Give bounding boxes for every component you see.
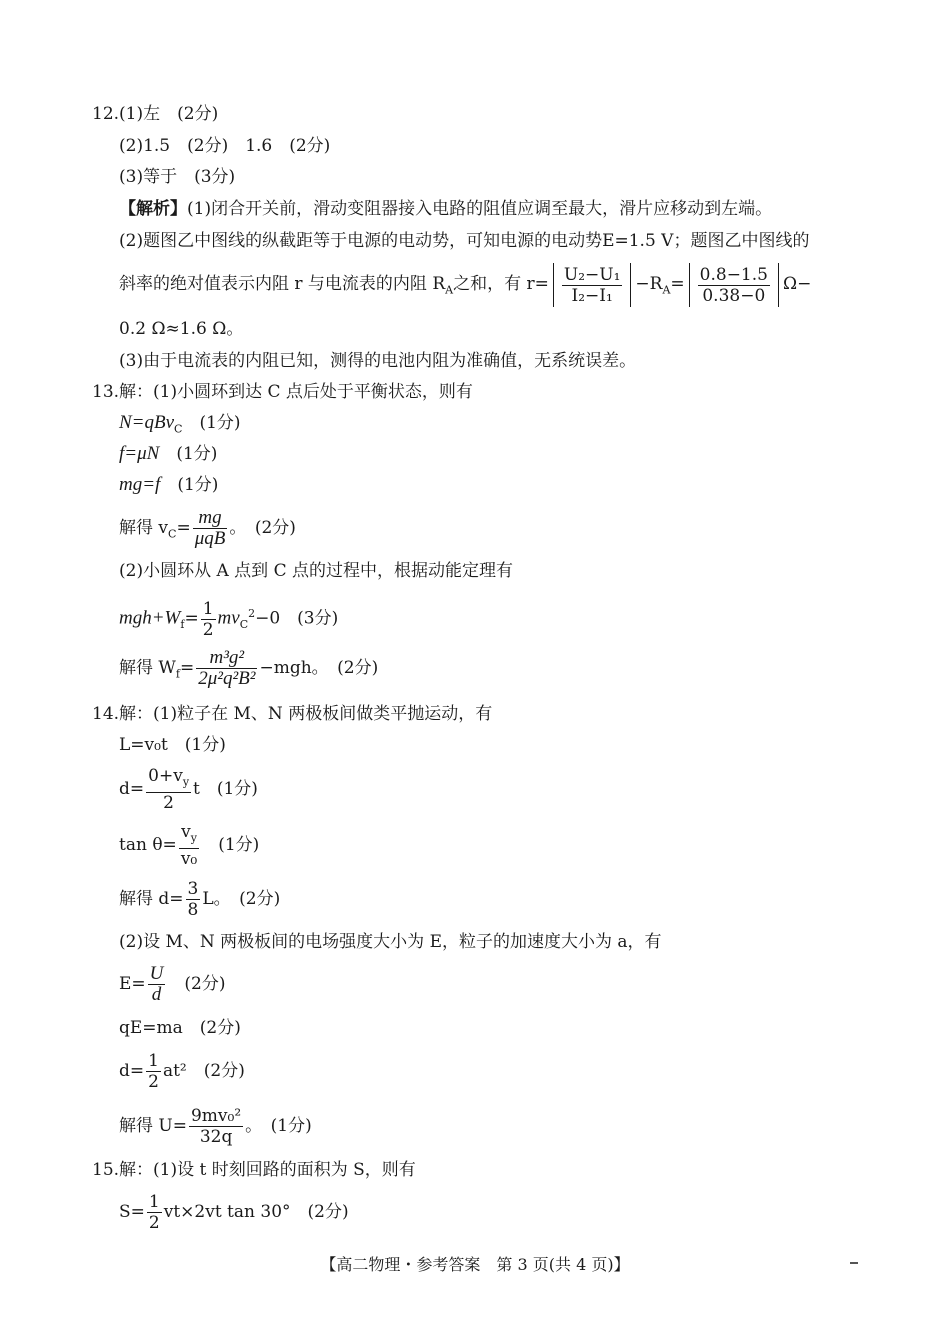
text: vt×2vt tan 30° (2分) (163, 1202, 349, 1222)
frac-num: U (149, 963, 164, 984)
frac-den: v₀ (180, 849, 198, 870)
text: 解得 W (119, 658, 176, 678)
sub-y: y (182, 775, 190, 789)
frac-d (146, 766, 191, 813)
q13-line7 (119, 646, 378, 696)
q14-title: 14.解：(1)粒子在 M、N 两极板间做类平抛运动，有 (92, 704, 493, 724)
frac-den: 32q (199, 1127, 233, 1147)
frac1 (562, 265, 623, 306)
q12-part1: 12.(1)左 (2分) (92, 104, 219, 124)
q13-line5: (2)小圆环从 A 点到 C 点的过程中，根据动能定理有 (119, 561, 513, 581)
text: at² (2分) (162, 1061, 245, 1081)
frac-num: 1 (148, 1192, 160, 1212)
analysis-text-3a: 斜率的绝对值表示内阻 r 与电流表的内阻 R (119, 274, 446, 294)
sub-y: y (190, 831, 197, 845)
q14-line6 (119, 962, 225, 1006)
score: (1分) (177, 475, 219, 495)
q13-title: 13.解：(1)小圆环到达 C 点后处于平衡状态，则有 (92, 382, 473, 402)
num-text: v (181, 822, 191, 842)
sub-a-2: A (662, 283, 671, 297)
text: 解得 U= (119, 1116, 187, 1136)
sub-a: A (445, 283, 454, 297)
q12-analysis-2: (2)题图乙中图线的纵截距等于电源的电动势，可知电源的电动势E=1.5 V；题图乙中图线的 (119, 231, 810, 251)
abs-frac2 (689, 263, 779, 307)
text: (1分) (218, 835, 260, 856)
text: L。 (2分) (202, 889, 281, 909)
q14-line4 (119, 877, 280, 921)
sub-c: C (174, 422, 183, 436)
q14-line1: L=v₀t (1分) (119, 735, 226, 755)
frac-den: 2 (202, 619, 214, 640)
q14-line2 (119, 766, 258, 813)
q13-line3 (119, 474, 218, 496)
text: S= (119, 1202, 145, 1222)
frac-den: 2 (163, 793, 174, 814)
abs-frac1 (553, 263, 632, 307)
frac-vc (193, 508, 228, 549)
sub-c: C (168, 527, 177, 541)
equals: = (179, 658, 195, 678)
q14-line3 (119, 822, 259, 869)
frac-num (146, 766, 191, 793)
corner-mark (850, 1262, 858, 1264)
q12-part3: (3)等于 (3分) (119, 167, 236, 187)
analysis-text-3c: Ω− (782, 274, 812, 294)
analysis-text-3b: 之和，有 r= (453, 274, 549, 294)
frac-half (201, 599, 216, 640)
q13-line6 (119, 592, 338, 647)
frac-num: 1 (148, 1051, 159, 1071)
frac-den: 2 (148, 1072, 159, 1092)
text: 。 (2分) (229, 518, 296, 538)
q12-analysis-1 (119, 198, 772, 220)
frac-num: mg (193, 508, 228, 529)
frac-den: d (151, 984, 162, 1005)
text: d= (119, 779, 145, 800)
q12-part2: (2)1.5 (2分) 1.6 (2分) (119, 136, 331, 156)
frac1-den: I₂−I₁ (571, 285, 613, 306)
q15-line1 (119, 1190, 349, 1234)
equals: = (176, 518, 191, 538)
frac-half (147, 1192, 162, 1233)
frac-den: 2μ²q²B² (198, 668, 256, 689)
frac-num: 3 (187, 879, 199, 899)
frac-den: 8 (187, 900, 199, 920)
eq-n: N=qBv (119, 412, 175, 433)
score: (1分) (199, 413, 241, 433)
page-footer: 【高二物理・参考答案 第 3 页(共 4 页)】 (320, 1255, 630, 1274)
frac-3-8 (186, 879, 201, 920)
sub-f: f (180, 618, 185, 632)
text: tan θ= (119, 835, 177, 856)
eq-mg: mg=f (119, 474, 161, 495)
frac-half (146, 1051, 161, 1092)
equals: = (184, 608, 199, 629)
q14-line8 (119, 1049, 245, 1093)
text: 。 (1分) (245, 1116, 312, 1136)
minus-ra: −R (635, 274, 663, 294)
q14-line7: qE=ma (2分) (119, 1018, 241, 1038)
frac2 (698, 265, 770, 306)
q12-analysis-4: 0.2 Ω≈1.6 Ω。 (119, 319, 244, 339)
text: d= (119, 1061, 145, 1081)
eq-f: f=μN (119, 443, 160, 464)
q14-line5: (2)设 M、N 两极板间的电场强度大小为 E，粒子的加速度大小为 a，有 (119, 932, 662, 952)
frac2-num: 0.8−1.5 (699, 264, 768, 285)
frac-tan (179, 822, 199, 869)
analysis-text-1: (1)闭合开关前，滑动变阻器接入电路的阻值应调至最大，滑片应移动到左端。 (187, 199, 773, 219)
sup-2: 2 (248, 607, 256, 620)
score: (1分) (176, 444, 218, 464)
q14-line9 (119, 1104, 312, 1148)
q13-line1 (119, 412, 241, 440)
sub-f: f (175, 667, 180, 681)
q13-line2 (119, 443, 217, 465)
text: −mgh。 (2分) (259, 658, 379, 678)
eq: mv (217, 607, 240, 629)
q13-line4 (119, 506, 296, 556)
equals: = (670, 274, 685, 294)
text: 解得 v (119, 518, 169, 538)
num-text: 0+v (148, 766, 183, 786)
frac-wf (196, 648, 257, 689)
text: 解得 d= (119, 889, 184, 909)
frac-num: 9mv₀² (190, 1106, 242, 1126)
text: E= (119, 974, 146, 994)
text: −0 (3分) (255, 608, 339, 629)
frac-num: m³g² (196, 648, 257, 669)
q12-analysis-3 (119, 262, 811, 312)
frac-e (148, 964, 166, 1005)
text: (2分) (184, 974, 226, 994)
sub-c: C (239, 618, 249, 632)
frac-num: 1 (202, 598, 214, 619)
frac1-num: U₂−U₁ (563, 264, 621, 285)
frac-u (189, 1106, 243, 1147)
frac-den: 2 (148, 1213, 160, 1233)
analysis-tag: 【解析】 (119, 199, 187, 219)
frac2-den: 0.38−0 (702, 285, 766, 306)
text: t (1分) (193, 779, 258, 800)
frac-num (179, 822, 199, 849)
q12-analysis-5: (3)由于电流表的内阻已知，测得的电池内阻为准确值，无系统误差。 (119, 351, 637, 371)
eq: mgh+W (119, 607, 181, 629)
frac-den: μqB (194, 528, 226, 549)
q15-title: 15.解：(1)设 t 时刻回路的面积为 S，则有 (92, 1160, 416, 1180)
